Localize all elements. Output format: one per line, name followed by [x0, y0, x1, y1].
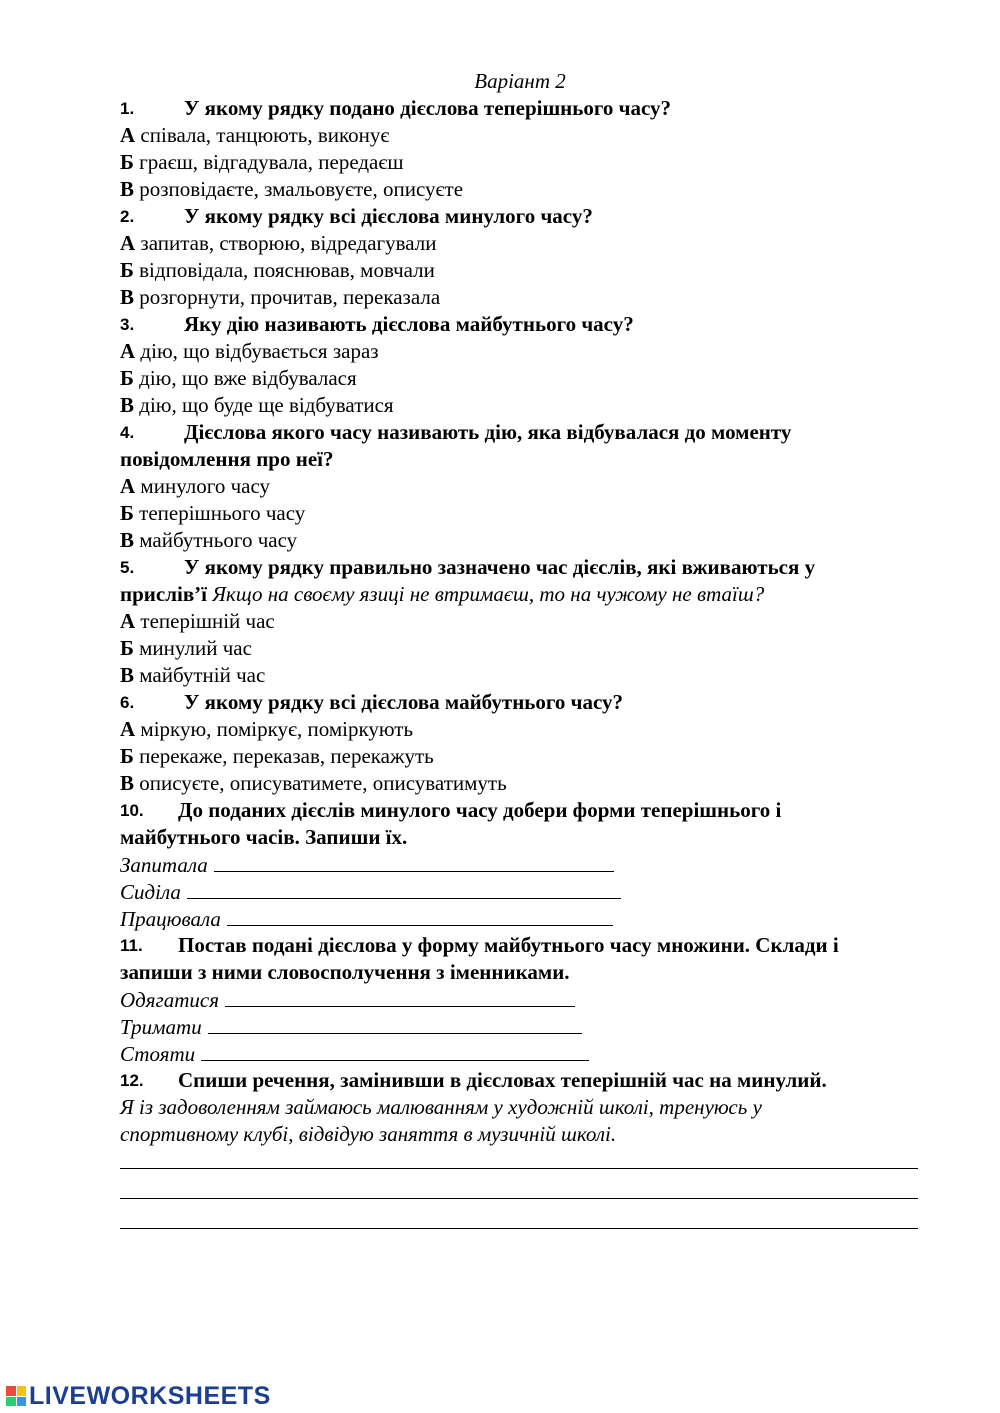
answer-row: Стояти	[120, 1040, 920, 1067]
option-a: А міркую, поміркує, поміркують	[120, 717, 414, 741]
question-2	[120, 203, 920, 230]
option-a: А співала, танцюють, виконує	[120, 123, 390, 147]
liveworksheets-logo	[6, 1380, 271, 1412]
option-a: А дію, що відбувається зараз	[120, 339, 379, 363]
question-text-cont: майбутнього часів. Запиши їх.	[120, 825, 408, 849]
answer-row: Одягатися	[120, 986, 920, 1013]
question-text-cont: повідомлення про неї?	[120, 447, 334, 471]
question-12	[120, 1067, 920, 1094]
logo-icon	[6, 1386, 26, 1406]
question-text: У якому рядку подано дієслова теперішнього часу?	[184, 96, 672, 120]
logo-square-red	[6, 1386, 16, 1396]
option-c: В розповідаєте, змальовуєте, описуєте	[120, 177, 464, 201]
logo-square-blue	[17, 1397, 27, 1407]
answer-row: Тримати	[120, 1013, 920, 1040]
answer-blank[interactable]	[201, 1040, 589, 1061]
option-b: Б дію, що вже відбувалася	[120, 366, 357, 390]
question-10	[120, 797, 920, 824]
worksheet	[120, 68, 920, 1238]
answer-line[interactable]	[120, 1148, 918, 1169]
question-text: У якому рядку всі дієслова минулого часу?	[184, 204, 593, 228]
option-b: Б минулий час	[120, 636, 252, 660]
option-c: В розгорнути, прочитав, переказала	[120, 285, 441, 309]
sentence-line: спортивному клубі, відвідую заняття в музичній школі.	[120, 1122, 617, 1146]
question-number: 4.	[120, 423, 135, 442]
question-5	[120, 554, 920, 581]
question-number: 3.	[120, 315, 135, 334]
option-b: Б перекаже, переказав, перекажуть	[120, 744, 434, 768]
option-c: В майбутній час	[120, 663, 266, 687]
option-c: В дію, що буде ще відбуватися	[120, 393, 394, 417]
question-6	[120, 689, 920, 716]
logo-square-green	[6, 1397, 16, 1407]
question-text: Яку дію називають дієслова майбутнього часу?	[184, 312, 634, 336]
question-number: 6.	[120, 693, 135, 712]
question-number: 1.	[120, 99, 135, 118]
question-text: Спиши речення, замінивши в дієсловах теперішній час на минулий.	[178, 1068, 827, 1092]
answer-blank[interactable]	[225, 986, 575, 1007]
answer-line[interactable]	[120, 1178, 918, 1199]
question-text: До поданих дієслів минулого часу добери форми теперішнього і	[178, 798, 782, 822]
option-c: В описуєте, описуватимете, описуватимуть	[120, 771, 507, 795]
question-text-cont: прислів’ї Якщо на своєму язиці не втримаєш, то на чужому не втаїш?	[120, 582, 765, 606]
logo-square-yellow	[17, 1386, 27, 1396]
sentence-line: Я із задоволенням займаюсь малюванням у художній школі, тренуюсь у	[120, 1095, 762, 1119]
answer-row: Працювала	[120, 905, 920, 932]
question-11	[120, 932, 920, 959]
question-number: 10.	[120, 801, 144, 820]
variant-title: Варіант 2	[474, 69, 566, 93]
logo-text: LIVEWORKSHEETS	[29, 1381, 271, 1410]
option-b: Б відповідала, пояснював, мовчали	[120, 258, 435, 282]
answer-row: Запитала	[120, 851, 920, 878]
answer-blank[interactable]	[187, 878, 621, 899]
answer-row: Сиділа	[120, 878, 920, 905]
option-a: А запитав, створюю, відредагували	[120, 231, 437, 255]
option-a: А теперішній час	[120, 609, 275, 633]
option-b: Б теперішнього часу	[120, 501, 306, 525]
question-number: 2.	[120, 207, 135, 226]
question-text: Постав подані дієслова у форму майбутнього часу множини. Склади і	[178, 933, 839, 957]
question-number: 11.	[120, 936, 143, 955]
question-3	[120, 311, 920, 338]
question-text: У якому рядку всі дієслова майбутнього часу?	[184, 690, 624, 714]
option-b: Б граєш, відгадувала, передаєш	[120, 150, 404, 174]
answer-blank[interactable]	[227, 905, 613, 926]
question-number: 12.	[120, 1071, 144, 1090]
question-number: 5.	[120, 558, 135, 577]
option-c: В майбутнього часу	[120, 528, 298, 552]
question-text: У якому рядку правильно зазначено час дієслів, які вживаються у	[184, 555, 816, 579]
proverb: Якщо на своєму язиці не втримаєш, то на чужому не втаїш?	[206, 582, 765, 606]
answer-line[interactable]	[120, 1208, 918, 1229]
question-text: Дієслова якого часу називають дію, яка відбувалася до моменту	[184, 420, 792, 444]
answer-blank[interactable]	[208, 1013, 582, 1034]
question-text-cont: запиши з ними словосполучення з іменниками.	[120, 960, 570, 984]
option-a: А минулого часу	[120, 474, 271, 498]
answer-blank[interactable]	[214, 851, 614, 872]
question-4	[120, 419, 920, 446]
question-1	[120, 95, 920, 122]
